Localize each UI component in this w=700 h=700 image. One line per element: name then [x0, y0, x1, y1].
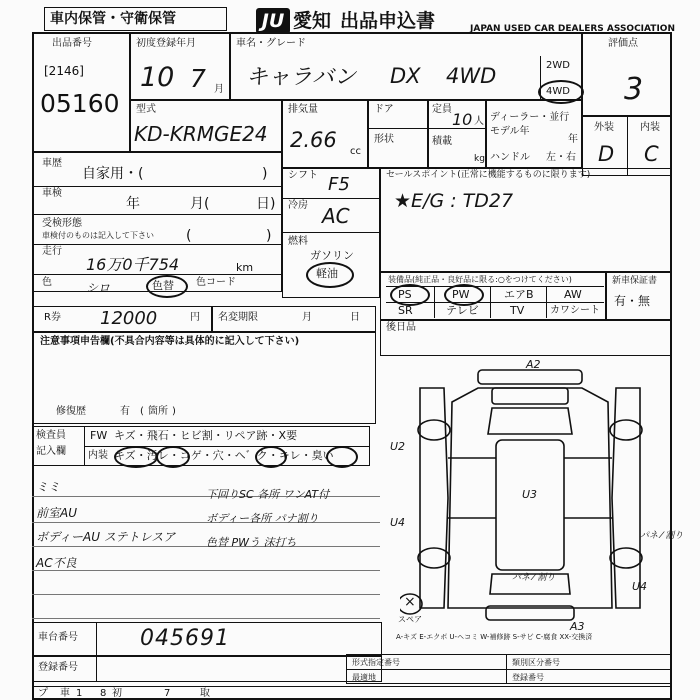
diesel-circle — [306, 262, 354, 288]
chassis-label: 車台番号 — [38, 632, 78, 643]
capacity-label: 定員 — [432, 104, 452, 115]
color-change: 色替 — [152, 279, 174, 292]
notes-label: 注意事項申告欄(不具合内容等は具体的に記入して下さい) — [40, 336, 300, 347]
model-label: 型式 — [136, 104, 156, 115]
remark-right-3: 色替 PWう 沫打ち — [206, 536, 297, 549]
mileage-value: 16万0千754 — [86, 255, 180, 274]
car-name-label: 車名・グレード — [236, 38, 306, 49]
roof — [496, 440, 564, 570]
grille — [492, 388, 568, 404]
association-name: JAPAN USED CAR DEALERS ASSOCIATION — [470, 24, 675, 34]
bottom-strip — [32, 686, 672, 700]
remark-1: ミミ — [36, 480, 61, 494]
left-side — [420, 388, 448, 608]
damage-u4: U4 — [390, 516, 406, 529]
kg-unit: kg — [474, 154, 485, 164]
lot-number: 05160 — [40, 89, 120, 118]
damage-a3: A3 — [570, 620, 585, 633]
displacement-unit: cc — [350, 146, 361, 157]
first-reg-month: 7 — [190, 64, 206, 93]
bottom-item-3: 1 — [76, 688, 83, 699]
inspection-form-close: ) — [266, 228, 272, 244]
inspection-form-open: ( — [186, 228, 192, 244]
fuel-label: 燃料 — [288, 236, 308, 247]
bottom-item-6: 7 — [164, 688, 171, 699]
sales-point-value: ★E/G : TD27 — [394, 190, 514, 212]
location-label: 最適地 — [352, 673, 376, 682]
remark-right-1: 下回りSC 各所 ワンAT付 — [206, 488, 330, 501]
reg-number-label: 登録番号 — [512, 673, 544, 682]
displacement-label: 排気量 — [288, 104, 318, 115]
bottom-item-4: 初 — [112, 688, 122, 699]
repair-part: 箇所 — [148, 406, 168, 417]
rear-box — [380, 320, 672, 356]
branch-name: 愛知 — [293, 10, 332, 32]
mileage-unit: km — [236, 261, 254, 274]
bottom-item-7: 取 — [200, 688, 210, 699]
exterior-grade: D — [598, 142, 615, 166]
chassis-number: 045691 — [140, 626, 230, 651]
damage-a2: A2 — [526, 358, 541, 371]
first-reg-year: 10 — [140, 62, 175, 93]
remark-2: 前室AU — [36, 506, 77, 520]
repair-value: 有 — [120, 406, 130, 417]
shift-value: F5 — [328, 174, 350, 195]
capacity-unit: 人 — [474, 116, 484, 127]
fuel-diesel: 軽油 — [316, 267, 338, 280]
recycle-unit: 円 — [190, 312, 200, 323]
bottom-item-2: 車 — [60, 688, 70, 699]
recycle-value: 12000 — [100, 308, 158, 329]
equipment-label: 装備品(純正品・良好品に限る:○をつけてください) — [388, 275, 572, 284]
aircon-value: AC — [322, 204, 350, 228]
equip-pw: PW — [452, 288, 470, 301]
inspection-form-label: 受検形態 — [42, 218, 82, 229]
inspection-label: 車検 — [42, 188, 62, 199]
year-unit: 年 — [568, 134, 578, 145]
remark-3: ボディーAU ステトレスア — [36, 530, 176, 544]
damage-u3: U3 — [522, 488, 538, 501]
damage-legend: A-キズ E-エクボ U-ヘコミ W-補修跡 S-サビ C-腐食 XX-交換済 — [396, 633, 593, 641]
drive-4wd: 4WD — [546, 86, 570, 97]
color-code-label: 色コード — [196, 277, 236, 288]
damage-pana-rear: パネ ⁄ 割り — [512, 573, 556, 583]
spare-label: スペア — [398, 615, 422, 624]
ps-circle — [390, 284, 430, 306]
dealer-label: ディーラー・並行 — [490, 112, 570, 123]
front-bumper — [478, 370, 582, 384]
drive-2wd: 2WD — [546, 60, 570, 71]
mileage-label: 走行 — [42, 246, 62, 257]
inspector-label-1: 検査員 — [36, 430, 66, 441]
remark-right-2: ボディー各所 パナ割り — [206, 512, 319, 525]
pw-circle — [444, 284, 484, 306]
recycle-label: R券 — [44, 312, 61, 323]
lot-label: 出品番号 — [52, 38, 92, 49]
damage-u4-right: U4 — [632, 580, 648, 593]
interior-head: 内装 — [88, 450, 108, 461]
warranty-label: 新車保証書 — [612, 276, 658, 286]
color-label: 色 — [42, 277, 52, 288]
model-year-label: モデル年 — [490, 126, 530, 137]
equip-aw: AW — [564, 288, 582, 301]
name-change-label: 名変期限 — [218, 312, 258, 323]
repair-close: ) — [172, 406, 176, 417]
inspection-month: 月( — [190, 196, 210, 212]
equip-ps: PS — [398, 288, 412, 301]
evaluation-label: 評価点 — [608, 38, 638, 49]
car-drive: 4WD — [446, 64, 497, 88]
interior-grade: C — [644, 142, 659, 166]
interior-items: キズ・汚レ・コゲ・穴・ヘ゛ク・キレ・臭い — [114, 449, 334, 462]
shape-label: 形状 — [374, 134, 394, 145]
windshield — [488, 408, 572, 434]
bottom-item-1: プ — [38, 688, 48, 699]
equip-tv: TV — [510, 304, 525, 317]
spare-mark: × — [404, 594, 416, 610]
damage-pana-right: パネ ⁄ 割り — [640, 531, 684, 541]
inspection-form-note: 車検付のものは記入して下さい — [42, 231, 154, 240]
length-label: 積載 — [432, 136, 452, 147]
car-name: キャラバン — [246, 65, 357, 90]
month-unit: 月 — [214, 84, 224, 95]
capacity-value: 10 — [452, 110, 473, 129]
ju-logo: JU — [256, 8, 290, 34]
inspection-day: 日) — [256, 196, 276, 212]
equip-airbag: エアB — [504, 288, 534, 301]
rear-label: 後日品 — [386, 322, 416, 333]
equip-leather: カワシート — [550, 305, 600, 316]
remark-4: AC不良 — [36, 556, 77, 570]
bottom-item-5: 8 — [100, 688, 107, 699]
registration-box — [32, 656, 382, 682]
car-grade: DX — [390, 64, 421, 88]
history-value: 自家用・( — [82, 166, 144, 182]
type-number-label: 形式指定番号 — [352, 658, 400, 667]
history-label: 車歴 — [42, 158, 62, 169]
damage-u2: U2 — [390, 440, 406, 453]
exterior-label: 外装 — [594, 122, 614, 133]
form-title: 出品申込書 — [340, 10, 436, 32]
doors-label: ドア — [374, 104, 394, 115]
name-change-month: 月 — [302, 312, 312, 323]
repair-label: 修復歴 — [56, 406, 86, 417]
inspection-year: 年 — [126, 196, 140, 212]
first-reg-label: 初度登録年月 — [136, 38, 196, 49]
aircon-label: 冷房 — [288, 200, 308, 211]
handle-label: ハンドル — [490, 152, 530, 163]
evaluation-score: 3 — [624, 72, 644, 107]
class-number-label: 類別区分番号 — [512, 658, 560, 667]
fw-head: FW — [90, 429, 108, 442]
repair-open: ( — [140, 406, 144, 417]
storage-label: 車内保管・守衛保管 — [50, 11, 176, 27]
registration-label: 登録番号 — [38, 662, 78, 673]
color-value: シロ — [86, 281, 111, 295]
inspector-label-2: 記入欄 — [36, 446, 66, 457]
lot-sub: [2146] — [44, 64, 84, 78]
sales-point-box — [380, 168, 672, 272]
handle-values: 左・右 — [546, 152, 576, 163]
right-side — [612, 388, 640, 608]
name-change-day: 日 — [350, 312, 360, 323]
history-close: ) — [262, 166, 268, 182]
equip-sr: SR — [398, 304, 413, 317]
model-code: KD-KRMGE24 — [134, 122, 268, 146]
color-change-circle — [146, 275, 188, 298]
interior-label: 内装 — [640, 122, 660, 133]
displacement-value: 2.66 — [290, 128, 337, 152]
fuel-gasoline: ガソリン — [310, 249, 354, 262]
fw-items: キズ・飛石・ヒビ割・リペア跡・X要 — [114, 429, 298, 442]
sales-point-label: セールスポイント(正常に機能するものに限ります) — [386, 170, 591, 180]
shift-label: シフト — [288, 170, 318, 181]
equip-navi: テレビ — [446, 304, 479, 317]
warranty-value: 有・無 — [614, 294, 651, 308]
